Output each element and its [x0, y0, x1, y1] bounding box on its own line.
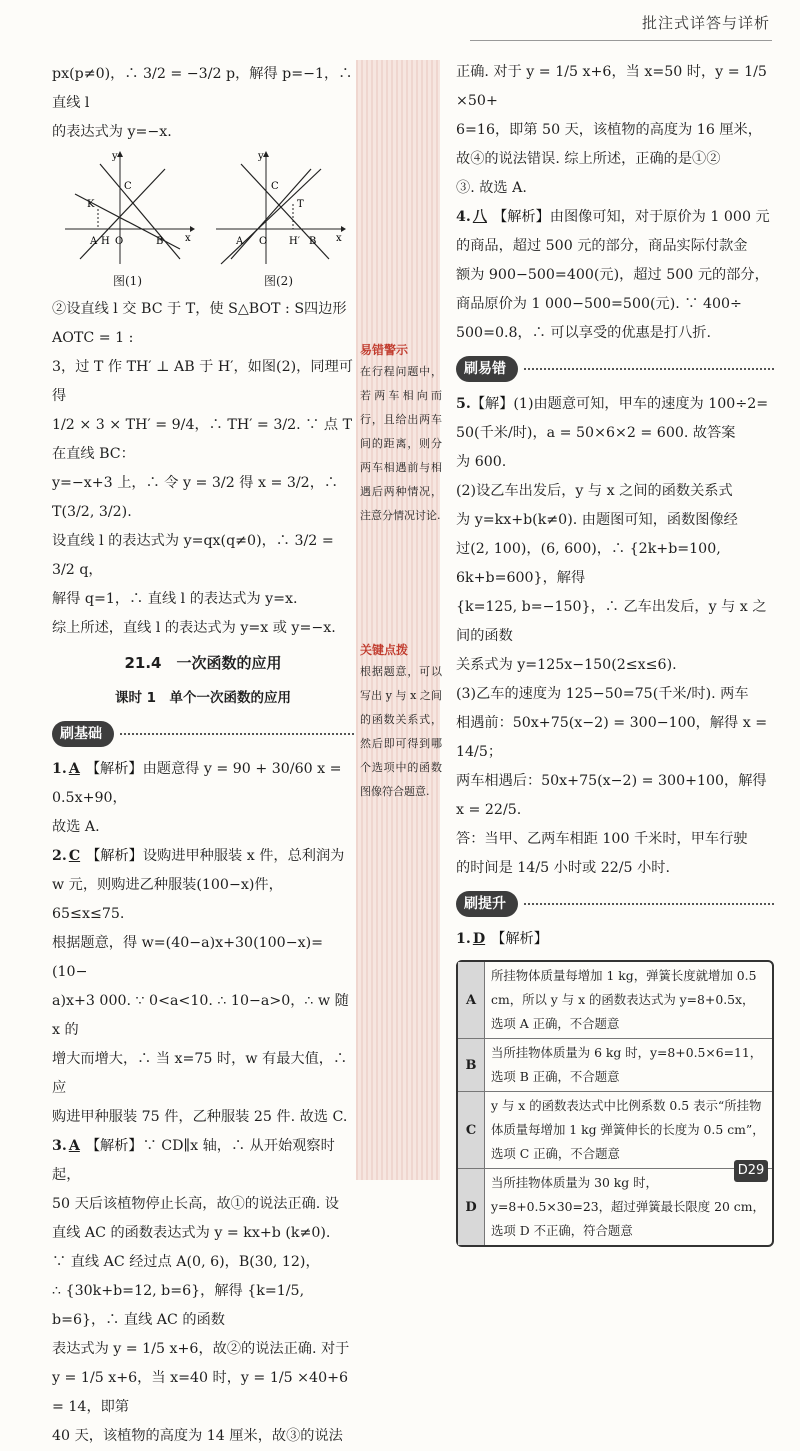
graph-1	[60, 149, 195, 289]
case2-line: 1/2 × 3 × TH′ = 9/4，∴ TH′ = 3/2. ∵ 点 T 在直线 BC：	[52, 417, 353, 462]
q5-line: 为 600.	[456, 454, 507, 470]
note-key-title: 关键点拨	[360, 643, 409, 657]
q1-text: 由题意得 y = 90 + 30/60 x = 0.5x+90，	[52, 761, 342, 806]
q5-line: 答：当甲、乙两车相距 100 千米时，甲车行驶	[456, 831, 748, 847]
svg-text:H′: H′	[289, 236, 300, 247]
cont-line: 故④的说法错误. 综上所述，正确的是①②	[456, 151, 721, 167]
q2-line: 购进甲种服装 75 件，乙种服装 25 件. 故选 C.	[52, 1109, 348, 1125]
q4-line	[456, 203, 774, 232]
case2-line: 综上所述，直线 l 的表达式为 y=x 或 y=−x.	[52, 620, 336, 636]
note-error-warning	[360, 340, 442, 528]
q3-line: ∴ {30k+b=12, b=6}，解得 {k=1/5, b=6}，∴ 直线 AC 的函数	[52, 1283, 305, 1328]
svg-text:x: x	[336, 233, 342, 244]
section-badge-improve	[456, 889, 774, 919]
svg-text:O: O	[115, 236, 124, 247]
badge-wrong: 刷易错	[456, 356, 518, 382]
svg-text:K: K	[87, 199, 95, 210]
section-badge-basic	[52, 719, 354, 749]
svg-text:x: x	[185, 233, 191, 244]
q3-line: ∵ 直线 AC 经过点 A(0, 6)，B(30, 12)，	[52, 1254, 320, 1270]
graph-1-caption: 图(1)	[113, 274, 142, 288]
q5-number: 5.	[456, 396, 471, 412]
q5-line: 关系式为 y=125x−150(2≤x≤6).	[456, 657, 677, 673]
case2-line: 3，过 T 作 TH′ ⊥ AB 于 H′，如图(2)，同理可得	[52, 359, 353, 404]
graph-2	[211, 149, 346, 289]
q6-number: 1.	[456, 931, 471, 947]
option-row	[458, 1092, 772, 1169]
case2-line: y=−x+3 上，∴ 令 y = 3/2 得 x = 3/2，∴ T(3/2, 3/2).	[52, 475, 339, 520]
q2-number: 2.	[52, 848, 67, 864]
badge-basic: 刷基础	[52, 721, 114, 747]
q2-answer: C	[68, 848, 81, 864]
q5-line: 相遇前：50x+75(x−2) = 300−100，解得 x = 14/5；	[456, 715, 768, 760]
section-title: 21.4 一次函数的应用	[124, 654, 282, 672]
notes-strip	[356, 60, 440, 1180]
q1-tag: 【解析】	[85, 761, 143, 777]
q5-line: 的时间是 14/5 小时或 22/5 小时.	[456, 860, 670, 876]
case2-line: ②设直线 l 交 BC 于 T，使 S△BOT : S四边形AOTC = 1 :	[52, 301, 347, 346]
svg-text:C: C	[271, 181, 279, 192]
intro-line: px(p≠0)，∴ 3/2 = −3/2 p，解得 p=−1，∴ 直线 l	[52, 66, 353, 111]
q6-tag: 【解析】	[491, 931, 548, 947]
q3-line: 表达式为 y = 1/5 x+6，故②的说法正确. 对于	[52, 1341, 350, 1357]
svg-text:B: B	[309, 236, 317, 247]
q5-tag: 【解】	[470, 396, 514, 412]
svg-text:O: O	[259, 236, 268, 247]
q5-line: {k=125, b=−150}，∴ 乙车出发后，y 与 x 之间的函数	[456, 599, 767, 644]
case2-line: 设直线 l 的表达式为 y=qx(q≠0)，∴ 3/2 = 3/2 q，	[52, 533, 334, 578]
svg-text:A: A	[90, 236, 98, 247]
svg-text:A: A	[236, 236, 244, 247]
q1-line: 故选 A.	[52, 819, 100, 835]
q1-number: 1.	[52, 761, 67, 777]
q4-answer: 八	[472, 209, 488, 225]
q3-answer: A	[68, 1138, 80, 1154]
option-text: 所挂物体质量每增加 1 kg，弹簧长度就增加 0.5 cm，所以 y 与 x 的函数表达式为 y=8+0.5x，选项 A 正确，不合题意	[491, 968, 757, 1031]
section-badge-wrong	[456, 354, 774, 384]
graph-1-figure	[60, 149, 195, 269]
note-key-point	[360, 640, 442, 804]
svg-text:H: H	[101, 236, 110, 247]
q4-line: 额为 900−500=400(元)，超过 500 元的部分，	[456, 267, 769, 283]
q3-line: 50 天后该植物停止长高，故①的说法正确. 设	[52, 1196, 339, 1212]
intro-line: 的表达式为 y=−x.	[52, 124, 172, 140]
cont-line: 6=16，即第 50 天，该植物的高度为 16 厘米，	[456, 122, 762, 138]
q5-line: x = 22/5.	[456, 802, 522, 818]
header-rule	[470, 40, 772, 41]
svg-text:C: C	[124, 181, 132, 192]
q2-line: w 元，则购进乙种服装(100−x)件，65≤x≤75.	[52, 877, 283, 922]
q1-line	[52, 755, 354, 813]
q3-text: ∵ CD∥x 轴，∴ 从开始观察时起，	[52, 1138, 335, 1183]
svg-text:T: T	[297, 199, 304, 210]
q4-tag: 【解析】	[493, 209, 550, 225]
note-key-text: 根据题意，可以写出 y 与 x 之间的函数关系式，然后即可得到哪个选项中的函数图像符合题意.	[360, 665, 442, 798]
q1-answer: A	[68, 761, 80, 777]
q2-line: a)x+3 000. ∵ 0<a<10. ∴ 10−a>0，∴ w 随 x 的	[52, 993, 349, 1038]
page-number: D29	[734, 1160, 768, 1182]
q5-line: 为 y=kx+b(k≠0). 由题图可知，函数图像经	[456, 512, 738, 528]
case2-line: 解得 q=1，∴ 直线 l 的表达式为 y=x.	[52, 591, 298, 607]
q5-line: (2)设乙车出发后，y 与 x 之间的函数关系式	[456, 483, 733, 499]
option-text: y 与 x 的函数表达式中比例系数 0.5 表示“所挂物体质量每增加 1 kg 弹簧伸长的长度为 0.5 cm”，选项 C 正确，不合题意	[491, 1098, 765, 1161]
right-column	[456, 58, 774, 1247]
q2-line: 根据题意，得 w=(40−a)x+30(100−x)=(10−	[52, 935, 324, 980]
q6-line	[456, 925, 774, 954]
dotted-rule	[524, 903, 774, 905]
option-text: 当所挂物体质量为 30 kg 时，y=8+0.5×30=23，超过弹簧最长限度 20 cm，选项 D 不正确，符合题意	[491, 1175, 765, 1238]
option-letter: A	[458, 962, 485, 1038]
option-row	[458, 962, 772, 1039]
q2-text: 设购进甲种服装 x 件，总利润为	[142, 848, 345, 864]
option-row	[458, 1039, 772, 1092]
option-text: 当所挂物体质量为 6 kg 时，y=8+0.5×6=11，选项 B 正确，不合题意	[491, 1045, 763, 1084]
option-row	[458, 1169, 772, 1245]
q5-line: 过(2, 100)，(6, 600)，∴ {2k+b=100, 6k+b=600}，解得	[456, 541, 721, 586]
graph-2-figure	[211, 149, 346, 269]
svg-text:B: B	[156, 236, 164, 247]
q5-line: (3)乙车的速度为 125−50=75(千米/时). 两车	[456, 686, 749, 702]
q5-line	[456, 390, 774, 419]
svg-text:y: y	[112, 151, 118, 162]
cont-line: ③. 故选 A.	[456, 180, 527, 196]
graph-2-caption: 图(2)	[264, 274, 293, 288]
q5-line: 50(千米/时)，a = 50×6×2 = 600. 故答案	[456, 425, 736, 441]
q4-text: 由图像可知，对于原价为 1 000 元	[549, 209, 770, 225]
q3-line: y = 1/5 x+6，当 x=40 时，y = 1/5 ×40+6 = 14，即第	[52, 1370, 349, 1415]
note-error-title: 易错警示	[360, 343, 409, 357]
q3-line	[52, 1132, 354, 1190]
q5-text: (1)由题意可知，甲车的速度为 100÷2=	[513, 396, 769, 412]
q4-line: 的商品，超过 500 元的部分，商品实际付款金	[456, 238, 748, 254]
graphs	[52, 149, 354, 289]
q2-line	[52, 842, 354, 871]
q3-line: 直线 AC 的函数表达式为 y = kx+b (k≠0).	[52, 1225, 331, 1241]
q2-line: 增大而增大，∴ 当 x=75 时，w 有最大值，∴ 应	[52, 1051, 348, 1096]
q5-line: 两车相遇后：50x+75(x−2) = 300+100，解得	[456, 773, 767, 789]
option-letter: B	[458, 1039, 485, 1091]
badge-improve: 刷提升	[456, 891, 518, 917]
svg-text:y: y	[258, 151, 264, 162]
dotted-rule	[120, 733, 354, 735]
q4-number: 4.	[456, 209, 471, 225]
q6-answer: D	[472, 931, 486, 947]
options-table	[456, 960, 774, 1247]
q4-line: 500=0.8，∴ 可以享受的优惠是打八折.	[456, 325, 711, 341]
dotted-rule	[524, 368, 774, 370]
cont-line: 正确. 对于 y = 1/5 x+6，当 x=50 时，y = 1/5 ×50+	[456, 64, 767, 109]
option-letter: D	[458, 1169, 485, 1245]
q3-line: 40 天，该植物的高度为 14 厘米，故③的说法	[52, 1428, 343, 1444]
q4-line: 商品原价为 1 000−500=500(元). ∵ 400÷	[456, 296, 742, 312]
left-column	[52, 60, 354, 1451]
note-error-text: 在行程问题中，若两车相向而行，且给出两车间的距离，则分两车相遇前与相遇后两种情况，注意分情况讨论.	[360, 365, 442, 522]
lesson-title: 课时 1 单个一次函数的应用	[114, 690, 292, 706]
q3-tag: 【解析】	[85, 1138, 143, 1154]
q3-number: 3.	[52, 1138, 67, 1154]
header-title: 批注式详答与详析	[641, 14, 770, 32]
q2-tag: 【解析】	[86, 848, 143, 864]
option-letter: C	[458, 1092, 485, 1168]
